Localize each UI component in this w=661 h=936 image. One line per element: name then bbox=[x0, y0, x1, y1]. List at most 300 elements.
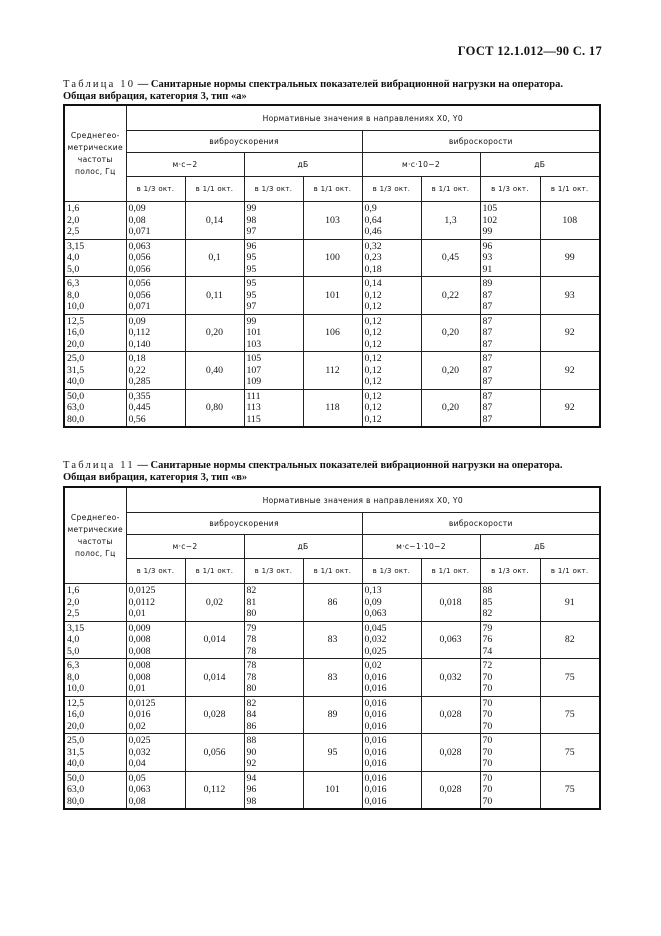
cell-value: 0,0112 bbox=[128, 596, 156, 608]
accel-db-oct-cell: 86 bbox=[303, 584, 362, 622]
cell-value: 6,3 bbox=[67, 660, 80, 671]
vel-db-oct-cell: 75 bbox=[540, 734, 600, 772]
vel-db-third-cell bbox=[480, 314, 540, 352]
freq-header: Среднегео-метрические частоты полос, Гц bbox=[64, 487, 126, 584]
cell-value: 70 bbox=[482, 709, 493, 720]
cell-value: 4,0 bbox=[67, 634, 80, 645]
cell-value: 0,12 bbox=[364, 402, 382, 413]
cell-value: 5,0 bbox=[67, 645, 80, 657]
cell-value: 0,140 bbox=[128, 338, 151, 350]
cell-value: 0,18 bbox=[364, 263, 382, 275]
cell-value: 0,01 bbox=[128, 683, 146, 694]
cell-value: 0,09 bbox=[128, 203, 146, 214]
accel-db-third-cell bbox=[244, 239, 303, 277]
cell-value: 1,6 bbox=[67, 203, 80, 214]
cell-value: 0,056 bbox=[128, 263, 151, 275]
col-third-octave: в 1/3 окт. bbox=[126, 559, 185, 584]
col-third-octave: в 1/3 окт. bbox=[244, 559, 303, 584]
accel-third-cell bbox=[126, 389, 185, 427]
cell-value: 0,02 bbox=[128, 720, 146, 732]
accel-db-oct-cell: 83 bbox=[303, 621, 362, 659]
cell-value: 0,025 bbox=[128, 735, 151, 746]
accel-oct-cell: 0,40 bbox=[185, 352, 244, 390]
vel-oct-cell: 0,063 bbox=[421, 621, 480, 659]
cell-value: 87 bbox=[482, 376, 493, 387]
cell-value: 0,016 bbox=[364, 697, 387, 709]
cell-value: 0,0125 bbox=[128, 585, 156, 596]
accel-db-third-cell bbox=[244, 277, 303, 315]
freq-cell bbox=[64, 239, 126, 277]
cell-value: 87 bbox=[482, 327, 493, 338]
accel-oct-cell: 0,80 bbox=[185, 389, 244, 427]
vel-db-oct-cell: 99 bbox=[540, 239, 600, 277]
cell-value: 10,0 bbox=[67, 301, 85, 312]
freq-cell bbox=[64, 771, 126, 809]
cell-value: 113 bbox=[246, 402, 261, 413]
vel-db-third-cell bbox=[480, 277, 540, 315]
cell-value: 70 bbox=[482, 772, 493, 784]
table-row bbox=[64, 734, 600, 772]
vel-oct-cell: 0,032 bbox=[421, 659, 480, 697]
velocity-db: дБ bbox=[480, 153, 600, 177]
cell-value: 105 bbox=[246, 353, 262, 364]
accel-third-cell bbox=[126, 659, 185, 697]
cell-value: 0,016 bbox=[364, 709, 387, 720]
col-octave: в 1/1 окт. bbox=[421, 177, 480, 202]
cell-value: 0,22 bbox=[128, 364, 146, 376]
accel-third-cell bbox=[126, 239, 185, 277]
cell-value: 63,0 bbox=[67, 784, 85, 795]
accel-db-third-cell bbox=[244, 696, 303, 734]
cell-value: 20,0 bbox=[67, 338, 85, 350]
col-octave: в 1/1 окт. bbox=[421, 559, 480, 584]
cell-value: 82 bbox=[246, 585, 257, 596]
cell-value: 25,0 bbox=[67, 353, 85, 364]
cell-value: 0,23 bbox=[364, 252, 382, 263]
vel-db-oct-cell: 92 bbox=[540, 389, 600, 427]
cell-value: 70 bbox=[482, 735, 493, 746]
cell-value: 107 bbox=[246, 364, 262, 376]
cell-value: 96 bbox=[246, 240, 257, 252]
vel-oct-cell: 0,028 bbox=[421, 771, 480, 809]
vel-third-cell bbox=[362, 621, 421, 659]
table-row bbox=[64, 277, 600, 315]
cell-value: 0,056 bbox=[128, 278, 151, 289]
vel-db-third-cell bbox=[480, 771, 540, 809]
cell-value: 0,008 bbox=[128, 645, 151, 657]
cell-value: 0,12 bbox=[364, 376, 382, 387]
col-third-octave: в 1/3 окт. bbox=[362, 559, 421, 584]
cell-value: 87 bbox=[482, 353, 493, 364]
vel-db-oct-cell: 92 bbox=[540, 352, 600, 390]
accel-db-oct-cell: 95 bbox=[303, 734, 362, 772]
cell-value: 111 bbox=[246, 390, 261, 402]
cell-value: 0,02 bbox=[364, 660, 382, 671]
cell-value: 2,5 bbox=[67, 608, 80, 619]
cell-value: 0,0125 bbox=[128, 697, 156, 709]
accel-db-oct-cell: 103 bbox=[303, 202, 362, 240]
cell-value: 0,016 bbox=[364, 758, 387, 769]
vel-db-oct-cell: 75 bbox=[540, 771, 600, 809]
cell-value: 0,355 bbox=[128, 390, 151, 402]
cell-value: 99 bbox=[246, 203, 257, 214]
accel-third-cell bbox=[126, 696, 185, 734]
vel-third-cell bbox=[362, 389, 421, 427]
cell-value: 99 bbox=[246, 315, 257, 327]
freq-cell bbox=[64, 659, 126, 697]
accel-third-cell bbox=[126, 277, 185, 315]
cell-value: 12,5 bbox=[67, 697, 85, 709]
table-subtitle: Общая вибрация, категория 3, тип «а» bbox=[63, 91, 247, 102]
cell-value: 4,0 bbox=[67, 252, 80, 263]
table-row bbox=[64, 696, 600, 734]
velocity-unit: м·с·10−2 bbox=[362, 153, 480, 177]
cell-value: 103 bbox=[246, 338, 262, 350]
cell-value: 87 bbox=[482, 338, 493, 350]
col-third-octave: в 1/3 окт. bbox=[480, 177, 540, 202]
col-octave: в 1/1 окт. bbox=[185, 559, 244, 584]
vel-third-cell bbox=[362, 771, 421, 809]
cell-value: 10,0 bbox=[67, 683, 85, 694]
cell-value: 40,0 bbox=[67, 376, 85, 387]
vel-db-third-cell bbox=[480, 389, 540, 427]
cell-value: 96 bbox=[246, 784, 257, 795]
freq-cell bbox=[64, 389, 126, 427]
cell-value: 95 bbox=[246, 278, 257, 289]
cell-value: 0,445 bbox=[128, 402, 151, 413]
cell-value: 0,12 bbox=[364, 364, 382, 376]
cell-value: 97 bbox=[246, 301, 257, 312]
vel-oct-cell: 0,20 bbox=[421, 314, 480, 352]
cell-value: 0,12 bbox=[364, 413, 382, 425]
table-row bbox=[64, 659, 600, 697]
vel-third-cell bbox=[362, 696, 421, 734]
cell-value: 40,0 bbox=[67, 758, 85, 769]
freq-cell bbox=[64, 202, 126, 240]
cell-value: 0,016 bbox=[364, 772, 387, 784]
accel-oct-cell: 0,014 bbox=[185, 621, 244, 659]
cell-value: 76 bbox=[482, 634, 493, 645]
table-label: Таблица 10 bbox=[63, 79, 136, 90]
velocity-header: виброскорости bbox=[362, 131, 600, 153]
freq-cell bbox=[64, 621, 126, 659]
vel-db-third-cell bbox=[480, 734, 540, 772]
accel-db-oct-cell: 89 bbox=[303, 696, 362, 734]
freq-cell bbox=[64, 696, 126, 734]
cell-value: 80,0 bbox=[67, 413, 85, 425]
accel-db-oct-cell: 101 bbox=[303, 277, 362, 315]
accel-third-cell bbox=[126, 202, 185, 240]
accel-db-oct-cell: 100 bbox=[303, 239, 362, 277]
cell-value: 94 bbox=[246, 772, 257, 784]
vel-third-cell bbox=[362, 277, 421, 315]
cell-value: 0,12 bbox=[364, 390, 382, 402]
vel-third-cell bbox=[362, 202, 421, 240]
cell-value: 91 bbox=[482, 263, 493, 275]
cell-value: 84 bbox=[246, 709, 257, 720]
col-octave: в 1/1 окт. bbox=[303, 559, 362, 584]
accel-db-oct-cell: 112 bbox=[303, 352, 362, 390]
accel-oct-cell: 0,14 bbox=[185, 202, 244, 240]
cell-value: 8,0 bbox=[67, 289, 80, 301]
cell-value: 0,063 bbox=[364, 608, 387, 619]
vel-oct-cell: 0,20 bbox=[421, 352, 480, 390]
cell-value: 95 bbox=[246, 252, 257, 263]
freq-cell bbox=[64, 352, 126, 390]
accel-header: виброускорения bbox=[126, 513, 362, 535]
accel-db-third-cell bbox=[244, 389, 303, 427]
cell-value: 0,05 bbox=[128, 772, 146, 784]
cell-value: 0,071 bbox=[128, 301, 151, 312]
cell-value: 70 bbox=[482, 697, 493, 709]
freq-cell bbox=[64, 584, 126, 622]
freq-cell bbox=[64, 734, 126, 772]
accel-oct-cell: 0,1 bbox=[185, 239, 244, 277]
vel-oct-cell: 0,22 bbox=[421, 277, 480, 315]
accel-third-cell bbox=[126, 621, 185, 659]
cell-value: 70 bbox=[482, 746, 493, 758]
vel-third-cell bbox=[362, 352, 421, 390]
norm-header: Нормативные значения в направлениях X0, Y0 bbox=[126, 487, 600, 513]
page-header: ГОСТ 12.1.012—90 С. 17 bbox=[457, 44, 602, 58]
freq-header: Среднегео-метрические частоты полос, Гц bbox=[64, 105, 126, 202]
cell-value: 12,5 bbox=[67, 315, 85, 327]
cell-value: 0,9 bbox=[364, 203, 377, 214]
cell-value: 87 bbox=[482, 315, 493, 327]
cell-value: 87 bbox=[482, 413, 493, 425]
cell-value: 0,032 bbox=[128, 746, 151, 758]
freq-cell bbox=[64, 314, 126, 352]
cell-value: 0,12 bbox=[364, 289, 382, 301]
vel-third-cell bbox=[362, 584, 421, 622]
cell-value: 101 bbox=[246, 327, 262, 338]
cell-value: 97 bbox=[246, 226, 257, 237]
cell-value: 0,009 bbox=[128, 622, 151, 634]
cell-value: 31,5 bbox=[67, 364, 85, 376]
cell-value: 0,285 bbox=[128, 376, 151, 387]
cell-value: 31,5 bbox=[67, 746, 85, 758]
cell-value: 98 bbox=[246, 795, 257, 807]
accel-oct-cell: 0,02 bbox=[185, 584, 244, 622]
vel-third-cell bbox=[362, 734, 421, 772]
table-row bbox=[64, 621, 600, 659]
table-row bbox=[64, 239, 600, 277]
col-octave: в 1/1 окт. bbox=[540, 559, 600, 584]
cell-value: 0,64 bbox=[364, 214, 382, 226]
accel-db: дБ bbox=[244, 535, 362, 559]
accel-third-cell bbox=[126, 584, 185, 622]
cell-value: 70 bbox=[482, 720, 493, 732]
cell-value: 115 bbox=[246, 413, 261, 425]
cell-value: 0,12 bbox=[364, 327, 382, 338]
accel-unit: м·с−2 bbox=[126, 153, 244, 177]
cell-value: 5,0 bbox=[67, 263, 80, 275]
cell-value: 0,071 bbox=[128, 226, 151, 237]
vel-third-cell bbox=[362, 659, 421, 697]
cell-value: 109 bbox=[246, 376, 262, 387]
cell-value: 2,0 bbox=[67, 596, 80, 608]
cell-value: 0,008 bbox=[128, 671, 151, 683]
table-row bbox=[64, 352, 600, 390]
table-row bbox=[64, 202, 600, 240]
cell-value: 87 bbox=[482, 402, 493, 413]
cell-value: 87 bbox=[482, 390, 493, 402]
cell-value: 99 bbox=[482, 226, 493, 237]
cell-value: 93 bbox=[482, 252, 493, 263]
cell-value: 0,32 bbox=[364, 240, 382, 252]
accel-db-third-cell bbox=[244, 621, 303, 659]
table-label: Таблица 11 bbox=[63, 460, 135, 471]
cell-value: 78 bbox=[246, 645, 257, 657]
vel-oct-cell: 0,20 bbox=[421, 389, 480, 427]
cell-value: 80 bbox=[246, 683, 257, 694]
cell-value: 0,01 bbox=[128, 608, 146, 619]
accel-db: дБ bbox=[244, 153, 362, 177]
cell-value: 0,032 bbox=[364, 634, 387, 645]
col-third-octave: в 1/3 окт. bbox=[362, 177, 421, 202]
cell-value: 0,12 bbox=[364, 353, 382, 364]
accel-third-cell bbox=[126, 352, 185, 390]
cell-value: 0,112 bbox=[128, 327, 151, 338]
velocity-db: дБ bbox=[480, 535, 600, 559]
cell-value: 16,0 bbox=[67, 327, 85, 338]
cell-value: 0,016 bbox=[128, 709, 151, 720]
vel-db-oct-cell: 75 bbox=[540, 659, 600, 697]
vel-db-third-cell bbox=[480, 202, 540, 240]
cell-value: 0,016 bbox=[364, 746, 387, 758]
cell-value: 3,15 bbox=[67, 622, 85, 634]
vel-oct-cell: 0,028 bbox=[421, 734, 480, 772]
vel-oct-cell: 0,45 bbox=[421, 239, 480, 277]
vel-db-oct-cell: 93 bbox=[540, 277, 600, 315]
accel-db-third-cell bbox=[244, 734, 303, 772]
cell-value: 70 bbox=[482, 758, 493, 769]
cell-value: 96 bbox=[482, 240, 493, 252]
cell-value: 0,08 bbox=[128, 214, 146, 226]
cell-value: 0,063 bbox=[128, 240, 151, 252]
velocity-unit: м·с−1·10−2 bbox=[362, 535, 480, 559]
cell-value: 88 bbox=[246, 735, 257, 746]
cell-value: 87 bbox=[482, 364, 493, 376]
norm-header: Нормативные значения в направлениях X0, Y0 bbox=[126, 105, 600, 131]
table-title: — Санитарные нормы спектральных показателей вибрационной нагрузки на оператора. bbox=[134, 460, 563, 471]
cell-value: 0,016 bbox=[364, 784, 387, 795]
table-title: — Санитарные нормы спектральных показателей вибрационной нагрузки на оператора. bbox=[135, 79, 563, 90]
cell-value: 87 bbox=[482, 289, 493, 301]
cell-value: 72 bbox=[482, 660, 493, 671]
vel-db-oct-cell: 75 bbox=[540, 696, 600, 734]
cell-value: 105 bbox=[482, 203, 498, 214]
vel-db-third-cell bbox=[480, 352, 540, 390]
accel-third-cell bbox=[126, 734, 185, 772]
table-row bbox=[64, 389, 600, 427]
cell-value: 82 bbox=[482, 608, 493, 619]
col-octave: в 1/1 окт. bbox=[185, 177, 244, 202]
cell-value: 16,0 bbox=[67, 709, 85, 720]
cell-value: 0,12 bbox=[364, 301, 382, 312]
cell-value: 0,025 bbox=[364, 645, 387, 657]
cell-value: 0,016 bbox=[364, 735, 387, 746]
cell-value: 0,045 bbox=[364, 622, 387, 634]
cell-value: 0,056 bbox=[128, 252, 151, 263]
vel-db-third-cell bbox=[480, 621, 540, 659]
cell-value: 98 bbox=[246, 214, 257, 226]
cell-value: 2,5 bbox=[67, 226, 80, 237]
accel-oct-cell: 0,056 bbox=[185, 734, 244, 772]
cell-value: 0,04 bbox=[128, 758, 146, 769]
accel-db-third-cell bbox=[244, 584, 303, 622]
cell-value: 0,13 bbox=[364, 585, 382, 596]
cell-value: 85 bbox=[482, 596, 493, 608]
table-subtitle: Общая вибрация, категория 3, тип «в» bbox=[63, 472, 248, 483]
col-octave: в 1/1 окт. bbox=[540, 177, 600, 202]
vel-third-cell bbox=[362, 239, 421, 277]
vel-db-oct-cell: 92 bbox=[540, 314, 600, 352]
vel-oct-cell: 0,018 bbox=[421, 584, 480, 622]
table-row bbox=[64, 771, 600, 809]
vel-db-third-cell bbox=[480, 239, 540, 277]
vel-db-third-cell bbox=[480, 696, 540, 734]
cell-value: 8,0 bbox=[67, 671, 80, 683]
vel-db-third-cell bbox=[480, 659, 540, 697]
cell-value: 92 bbox=[246, 758, 257, 769]
vel-db-oct-cell: 91 bbox=[540, 584, 600, 622]
cell-value: 0,016 bbox=[364, 720, 387, 732]
cell-value: 0,12 bbox=[364, 315, 382, 327]
cell-value: 0,056 bbox=[128, 289, 151, 301]
cell-value: 50,0 bbox=[67, 772, 85, 784]
accel-db-third-cell bbox=[244, 314, 303, 352]
cell-value: 20,0 bbox=[67, 720, 85, 732]
vibration-table-10 bbox=[63, 104, 601, 428]
cell-value: 81 bbox=[246, 596, 257, 608]
accel-header: виброускорения bbox=[126, 131, 362, 153]
vel-third-cell bbox=[362, 314, 421, 352]
cell-value: 0,56 bbox=[128, 413, 146, 425]
vel-oct-cell: 1,3 bbox=[421, 202, 480, 240]
cell-value: 87 bbox=[482, 301, 493, 312]
vel-db-third-cell bbox=[480, 584, 540, 622]
table-caption-11 bbox=[63, 460, 563, 484]
accel-oct-cell: 0,11 bbox=[185, 277, 244, 315]
col-octave: в 1/1 окт. bbox=[303, 177, 362, 202]
cell-value: 79 bbox=[246, 622, 257, 634]
cell-value: 0,008 bbox=[128, 660, 151, 671]
cell-value: 0,14 bbox=[364, 278, 382, 289]
cell-value: 1,6 bbox=[67, 585, 80, 596]
cell-value: 90 bbox=[246, 746, 257, 758]
cell-value: 86 bbox=[246, 720, 257, 732]
cell-value: 70 bbox=[482, 795, 493, 807]
cell-value: 0,063 bbox=[128, 784, 151, 795]
cell-value: 0,46 bbox=[364, 226, 382, 237]
accel-db-oct-cell: 106 bbox=[303, 314, 362, 352]
cell-value: 78 bbox=[246, 660, 257, 671]
accel-oct-cell: 0,112 bbox=[185, 771, 244, 809]
cell-value: 25,0 bbox=[67, 735, 85, 746]
table-row bbox=[64, 314, 600, 352]
cell-value: 50,0 bbox=[67, 390, 85, 402]
accel-oct-cell: 0,028 bbox=[185, 696, 244, 734]
vibration-table-11 bbox=[63, 486, 601, 810]
accel-db-third-cell bbox=[244, 771, 303, 809]
cell-value: 2,0 bbox=[67, 214, 80, 226]
cell-value: 0,09 bbox=[128, 315, 146, 327]
cell-value: 88 bbox=[482, 585, 493, 596]
cell-value: 95 bbox=[246, 263, 257, 275]
cell-value: 102 bbox=[482, 214, 498, 226]
cell-value: 79 bbox=[482, 622, 493, 634]
